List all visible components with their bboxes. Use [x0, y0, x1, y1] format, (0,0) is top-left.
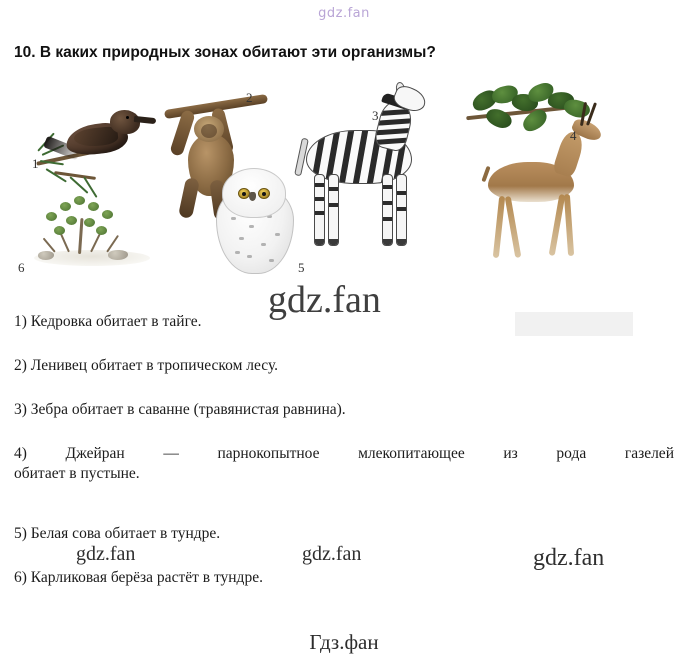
watermark-lower-mid: gdz.fan — [302, 543, 362, 565]
illustration — [14, 72, 674, 282]
birch-leaf — [84, 218, 95, 227]
birch-leaf — [74, 196, 85, 205]
sloth-leg — [178, 177, 200, 219]
gazelle-leg — [564, 194, 574, 256]
owl-eye — [258, 188, 270, 199]
watermark-lower-right: gdz.fan — [533, 545, 605, 571]
figure-label-6: 6 — [18, 260, 25, 275]
watermark-bottom: Гдз.фан — [309, 630, 379, 654]
answer-4-line-2: обитает в пустыне. — [14, 465, 140, 482]
birch-leaf — [96, 226, 107, 235]
birch-leaf — [54, 226, 65, 235]
answer-4 — [14, 444, 674, 484]
gazelle-leg — [549, 194, 566, 256]
answer-2: 2) Ленивец обитает в тропическом лесу. — [14, 357, 279, 374]
figure-label-2: 2 — [246, 90, 253, 105]
bird-eye — [126, 116, 129, 119]
birch-leaf — [102, 210, 113, 219]
figure-label-4: 4 — [570, 128, 577, 143]
figure-label-1: 1 — [32, 156, 39, 171]
zebra-leg — [382, 174, 393, 246]
question-text: В каких природных зонах обитают эти организмы? — [39, 44, 436, 61]
question-number: 10. — [14, 44, 36, 61]
birch-leaf — [60, 202, 71, 211]
answer-6: 6) Карликовая берёза растёт в тундре. — [14, 569, 263, 586]
birch-leaf — [46, 212, 57, 221]
owl-beak — [249, 192, 256, 201]
sloth-face — [201, 124, 217, 138]
answer-1: 1) Кедровка обитает в тайге. — [14, 313, 202, 330]
watermark-center: gdz.fan — [268, 279, 381, 321]
answer-3: 3) Зебра обитает в саванне (травянистая равнина). — [14, 401, 346, 418]
watermark-lower-left: gdz.fan — [76, 543, 136, 565]
organism-dwarf-birch — [34, 176, 150, 268]
watermark-top: gdz.fan — [318, 6, 370, 21]
oak-leaf — [483, 105, 514, 133]
organism-gazelle — [466, 124, 636, 270]
gazelle-leg — [505, 196, 522, 258]
birch-leaf — [66, 216, 77, 225]
figure-label-5: 5 — [298, 260, 305, 275]
birch-stem — [78, 218, 84, 254]
zebra-leg — [328, 174, 339, 246]
page-title — [14, 44, 674, 62]
gazelle-leg — [493, 196, 505, 258]
figure-label-3: 3 — [372, 108, 379, 123]
birch-leaf — [88, 202, 99, 211]
answer-4-line-1: 4) Джейран — парнокопытное млекопитающее из рода газелей — [14, 445, 674, 462]
zebra-leg — [396, 174, 407, 246]
answer-5: 5) Белая сова обитает в тундре. — [14, 525, 221, 542]
